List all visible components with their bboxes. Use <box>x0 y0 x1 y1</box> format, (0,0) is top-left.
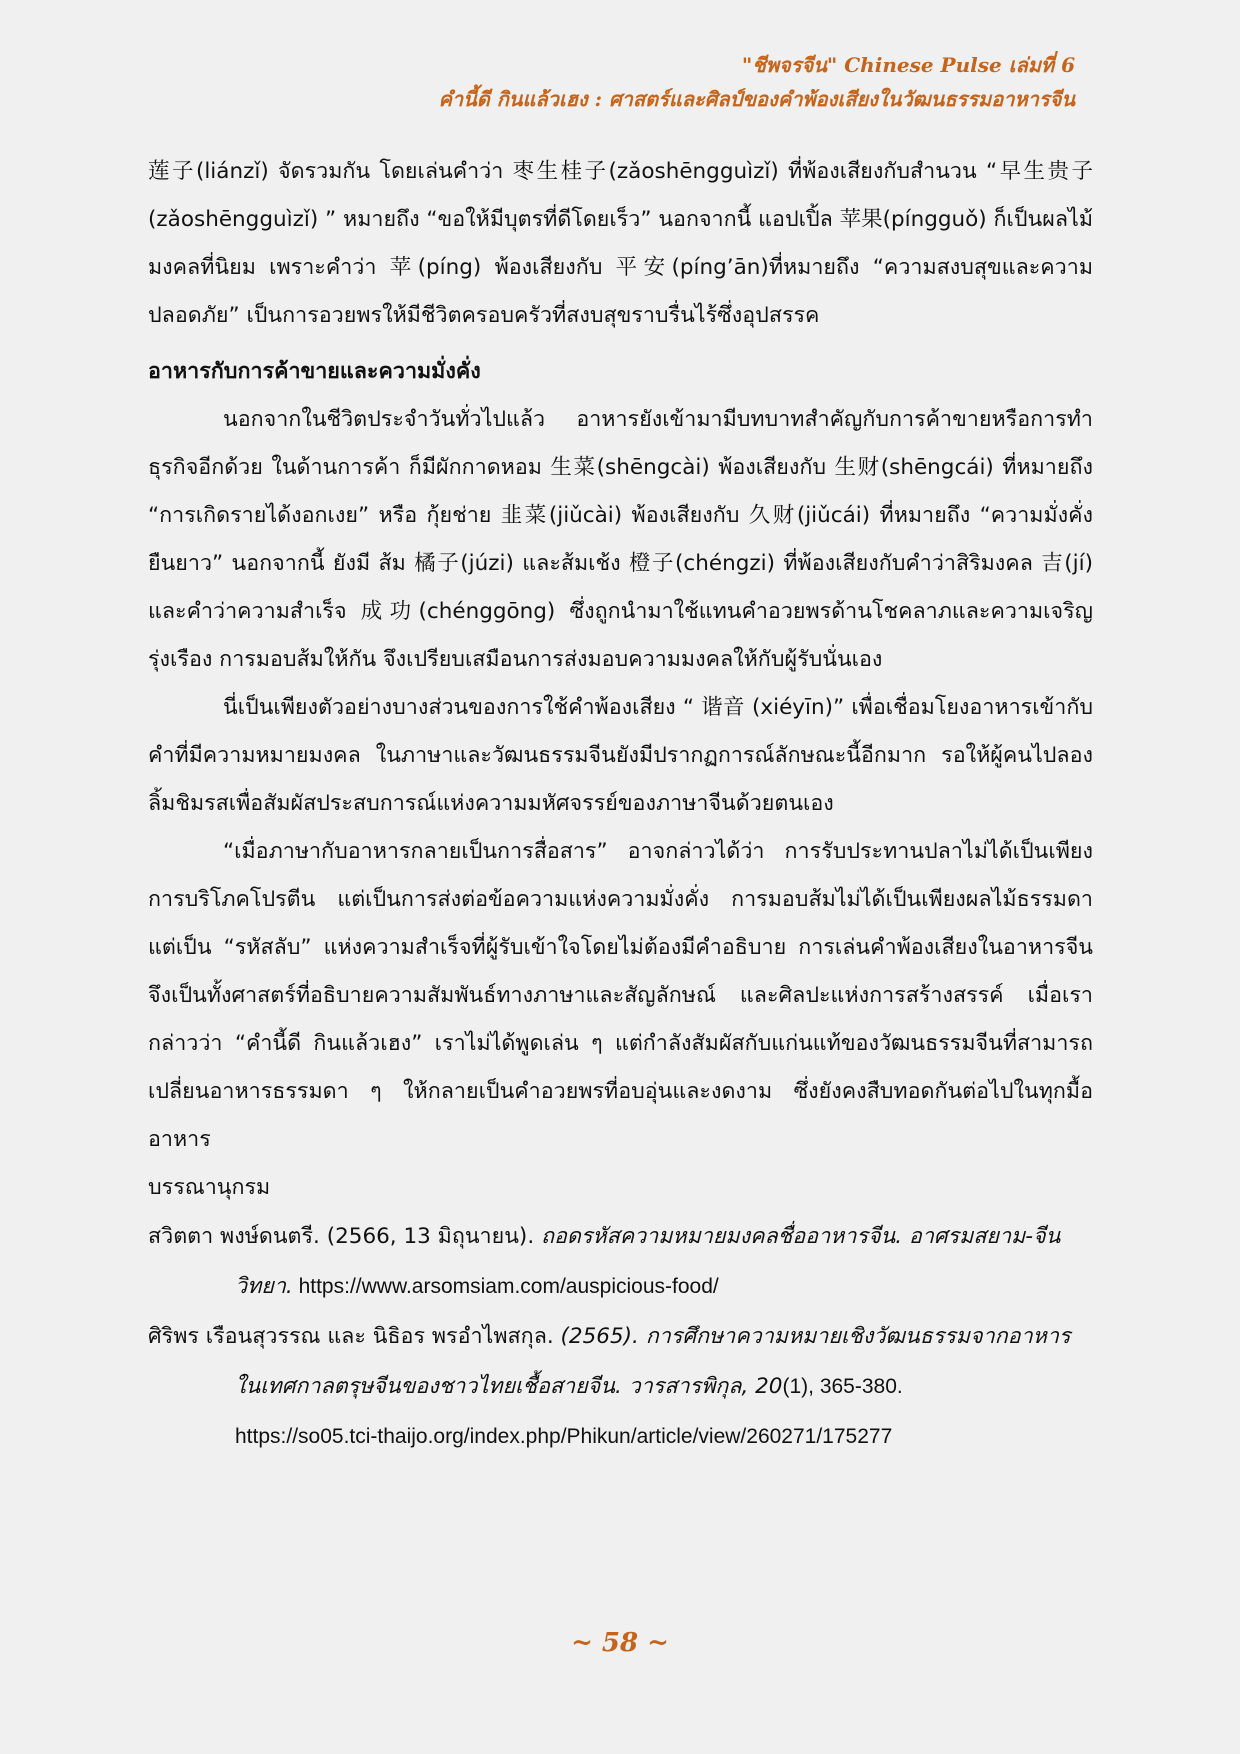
page-number: ~ 58 ~ <box>571 1628 669 1658</box>
header-article-title: คำนี้ดี กินแล้วเฮง : ศาสตร์และศิลป์ของคำพ้องเสียงในวัฒนธรรมอาหารจีน <box>438 87 1075 111</box>
paragraph-4: “เมื่อภาษากับอาหารกลายเป็นการสื่อสาร” อาจกล่าวได้ว่า การรับประทานปลาไม่ได้เป็นเพียงการบริโภคโปรตีน แต่เป็นการส่งต่อข้อความแห่งความมั่งคั่ง การมอบส้มไม่ได้เป็นเพียงผลไม้ธรรมดา แต่เป็น “รหัสลับ” แห่งความสำเร็จที่ผู้รับเข้าใจโดยไม่ต้องมีคำอธิบาย การเล่นคำพ้องเสียงในอาหารจีนจึงเป็นทั้งศาสตร์ที่อธิบายความสัมพันธ์ทางภาษาและสัญลักษณ์ และศิลปะแห่งการสร้างสรรค์ เมื่อเรากล่าวว่า “คำนี้ดี กินแล้วเฮง” เราไม่ได้พูดเล่น ๆ แต่กำลังสัมผัสกับแก่นแท้ของวัฒนธรรมจีนที่สามารถเปลี่ยนอาหารธรรมดา ๆ ให้กลายเป็นคำอวยพรที่อบอุ่นและงดงาม ซึ่งยังคงสืบทอดกันต่อไปในทุกมื้ออาหาร <box>148 839 1093 1152</box>
reference-entry <box>148 1212 1093 1312</box>
paragraph-3: นี่เป็นเพียงตัวอย่างบางส่วนของการใช้คำพ้องเสียง “ 谐音 (xiéyīn)” เพื่อเชื่อมโยงอาหารเข้ากับคำที่มีความหมายมงคล ในภาษาและวัฒนธรรมจีนยังมีปรากฏการณ์ลักษณะนี้อีกมาก รอให้ผู้คนไปลองลิ้มชิมรสเพื่อสัมผัสประสบการณ์แห่งความมหัศจรรย์ของภาษาจีนด้วยตนเอง <box>148 695 1093 816</box>
paragraph-2: นอกจากในชีวิตประจำวันทั่วไปแล้ว อาหารยังเข้ามามีบทบาทสำคัญกับการค้าขายหรือการทำธุรกิจอีกด้วย ในด้านการค้า ก็มีผักกาดหอม 生菜(shēngcài) พ้องเสียงกับ 生财(shēngcái) ที่หมายถึง “การเกิดรายได้งอกเงย” หรือ กุ้ยช่าย 韭菜(jiǔcài) พ้องเสียงกับ 久财(jiǔcái) ที่หมายถึง “ความมั่งคั่งยืนยาว” นอกจากนี้ ยังมี ส้ม 橘子(júzi) และส้มเช้ง 橙子(chéngzi) ที่พ้องเสียงกับคำว่าสิริมงคล 吉(jí) และคำว่าความสำเร็จ 成功(chénggōng) ซึ่งถูกนำมาใช้แทนคำอวยพรด้านโชคลาภและความเจริญรุ่งเรือง การมอบส้มให้กัน จึงเปรียบเสมือนการส่งมอบความมงคลให้กับผู้รับนั่นเอง <box>148 407 1093 672</box>
reference-title: ถอดรหัสความหมายมงคลชื่ออาหารจีน. อาศรมสยาม-จีนวิทยา. <box>235 1224 1061 1299</box>
header-journal-title: "ชีพจรจีน" Chinese Pulse เล่มที่ 6 <box>741 53 1075 77</box>
paragraph-1: 莲子(liánzǐ) จัดรวมกัน โดยเล่นคำว่า 枣生桂子(zǎoshēngguìzǐ) ที่พ้องเสียงกับสำนวน “早生贵子(zǎoshēngguìzǐ) ” หมายถึง “ขอให้มีบุตรที่ดีโดยเร็ว” นอกจากนี้ แอปเปิ้ล 苹果(píngguǒ) ก็เป็นผลไม้มงคลที่นิยม เพราะคำว่า 苹(píng) พ้องเสียงกับ 平安(píng’ān)ที่หมายถึง “ความสงบสุขและความปลอดภัย” เป็นการอวยพรให้มีชีวิตครอบครัวที่สงบสุขราบรื่นไร้ซึ่งอุปสรรค <box>148 159 1094 328</box>
article-body <box>148 148 1093 1462</box>
reference-volume: (1), 365-380. <box>782 1375 903 1398</box>
running-header <box>438 48 1075 116</box>
section-heading: อาหารกับการค้าขายและความมั่งคั่ง <box>148 359 481 384</box>
bibliography-heading: บรรณานุกรม <box>148 1175 271 1200</box>
reference-author: สวิตตา พงษ์ดนตรี. (2566, 13 มิถุนายน). <box>148 1224 541 1249</box>
reference-url[interactable]: https://so05.tci-thaijo.org/index.php/Phikun/article/view/260271/175277 <box>235 1425 893 1448</box>
reference-url[interactable]: https://www.arsomsiam.com/auspicious-food/ <box>292 1275 719 1298</box>
reference-author: ศิริพร เรือนสุวรรณ และ นิธิอร พรอำไพสกุล. <box>148 1324 561 1349</box>
reference-title: (2565). การศึกษาความหมายเชิงวัฒนธรรมจากอาหารในเทศกาลตรุษจีนของชาวไทยเชื้อสายจีน. วารสารพิกุล, 20 <box>235 1324 1071 1399</box>
reference-entry <box>148 1312 1093 1462</box>
